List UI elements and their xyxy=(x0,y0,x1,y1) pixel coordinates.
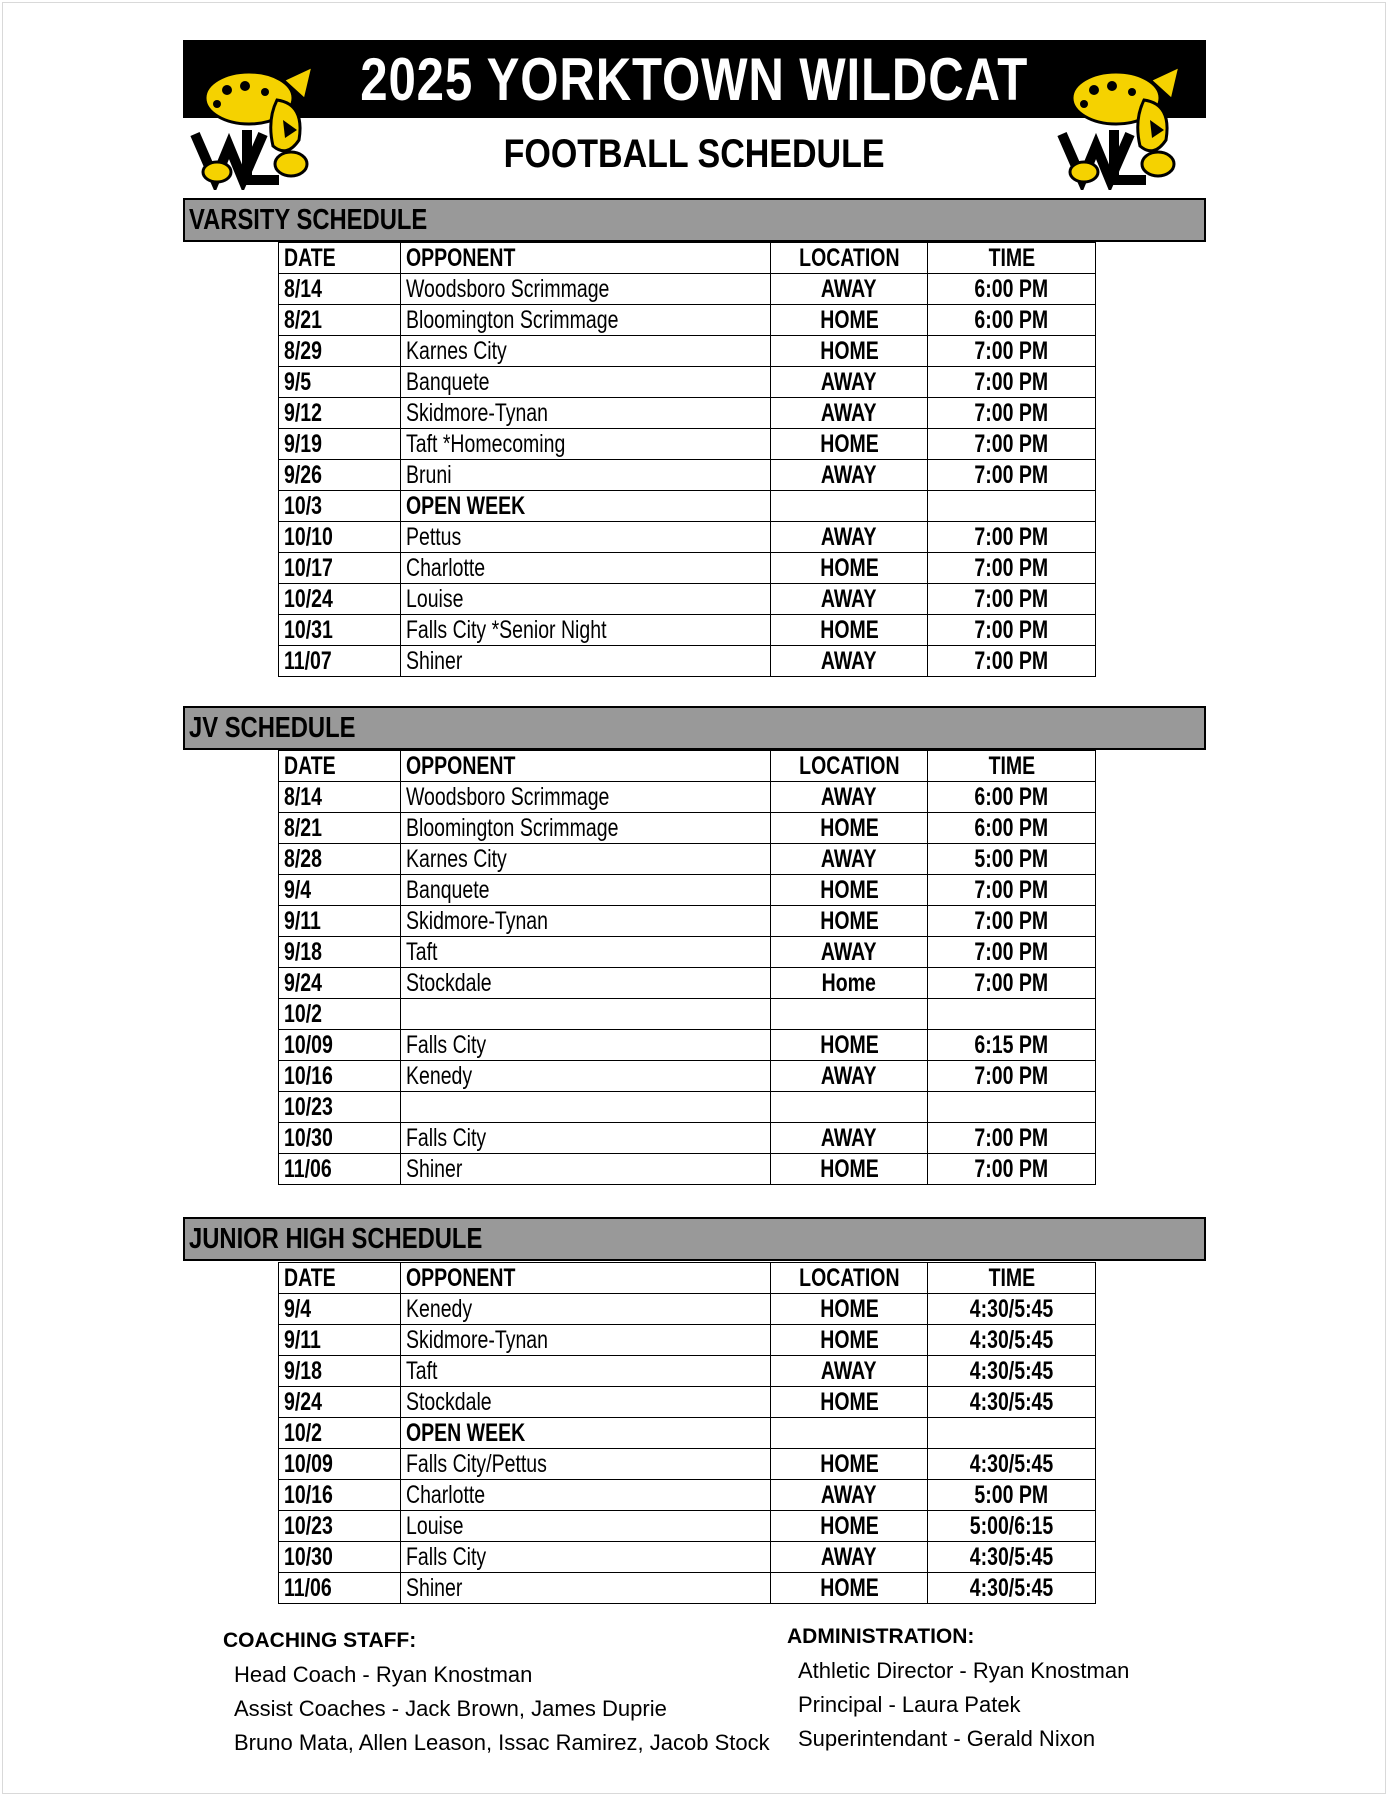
game-location: HOME xyxy=(771,1573,928,1604)
game-date: 11/06 xyxy=(279,1573,401,1604)
game-date: 9/4 xyxy=(279,1294,401,1325)
game-time xyxy=(928,491,1096,522)
table-row xyxy=(279,1325,1096,1356)
table-row xyxy=(279,937,1096,968)
table-row xyxy=(279,274,1096,305)
column-header-time: TIME xyxy=(928,1263,1096,1294)
game-opponent: Taft xyxy=(401,1356,771,1387)
table-row xyxy=(279,584,1096,615)
game-opponent xyxy=(401,999,771,1030)
game-time: 5:00 PM xyxy=(928,844,1096,875)
table-row xyxy=(279,1511,1096,1542)
column-header-time: TIME xyxy=(928,243,1096,274)
game-date: 8/21 xyxy=(279,305,401,336)
game-date: 11/07 xyxy=(279,646,401,677)
table-row xyxy=(279,305,1096,336)
jv-schedule-table xyxy=(278,750,1096,1185)
table-row xyxy=(279,367,1096,398)
game-opponent: Skidmore-Tynan xyxy=(401,398,771,429)
table-row xyxy=(279,460,1096,491)
table-row xyxy=(279,1294,1096,1325)
game-location: AWAY xyxy=(771,937,928,968)
game-time xyxy=(928,1418,1096,1449)
game-date: 9/18 xyxy=(279,937,401,968)
game-opponent: Louise xyxy=(401,1511,771,1542)
table-row xyxy=(279,844,1096,875)
column-header-date: DATE xyxy=(279,1263,401,1294)
game-date: 10/09 xyxy=(279,1030,401,1061)
game-time: 7:00 PM xyxy=(928,1061,1096,1092)
game-time: 7:00 PM xyxy=(928,522,1096,553)
game-location: HOME xyxy=(771,906,928,937)
game-location: HOME xyxy=(771,336,928,367)
column-header-time: TIME xyxy=(928,751,1096,782)
game-time: 7:00 PM xyxy=(928,615,1096,646)
game-location: AWAY xyxy=(771,274,928,305)
game-date: 9/11 xyxy=(279,1325,401,1356)
game-date: 8/14 xyxy=(279,782,401,813)
game-date: 10/2 xyxy=(279,999,401,1030)
game-opponent: Woodsboro Scrimmage xyxy=(401,782,771,813)
game-date: 9/24 xyxy=(279,968,401,999)
coaching-heading: COACHING STAFF: xyxy=(223,1629,417,1652)
game-location: AWAY xyxy=(771,1542,928,1573)
game-opponent: Shiner xyxy=(401,646,771,677)
table-row xyxy=(279,398,1096,429)
game-time: 7:00 PM xyxy=(928,460,1096,491)
game-time: 7:00 PM xyxy=(928,367,1096,398)
game-location: AWAY xyxy=(771,1123,928,1154)
game-opponent: Pettus xyxy=(401,522,771,553)
game-date: 9/19 xyxy=(279,429,401,460)
game-date: 8/29 xyxy=(279,336,401,367)
table-row xyxy=(279,491,1096,522)
game-location: AWAY xyxy=(771,782,928,813)
table-row xyxy=(279,875,1096,906)
coaching-line: Head Coach - Ryan Knostman xyxy=(234,1662,533,1687)
table-row xyxy=(279,906,1096,937)
game-opponent: Kenedy xyxy=(401,1294,771,1325)
game-location: HOME xyxy=(771,1294,928,1325)
game-location: HOME xyxy=(771,429,928,460)
game-location: HOME xyxy=(771,1511,928,1542)
page-subtitle: FOOTBALL SCHEDULE xyxy=(504,131,885,176)
game-time: 7:00 PM xyxy=(928,968,1096,999)
game-opponent: Bloomington Scrimmage xyxy=(401,813,771,844)
game-opponent: Taft xyxy=(401,937,771,968)
game-date: 10/3 xyxy=(279,491,401,522)
game-location: AWAY xyxy=(771,1480,928,1511)
game-time: 4:30/5:45 xyxy=(928,1542,1096,1573)
game-location: HOME xyxy=(771,305,928,336)
administration-line: Principal - Laura Patek xyxy=(798,1692,1021,1717)
title-bar xyxy=(183,40,1206,118)
game-opponent: Falls City xyxy=(401,1030,771,1061)
table-row xyxy=(279,1418,1096,1449)
game-opponent: Falls City/Pettus xyxy=(401,1449,771,1480)
administration-heading: ADMINISTRATION: xyxy=(787,1625,975,1648)
game-time xyxy=(928,1092,1096,1123)
game-location: AWAY xyxy=(771,584,928,615)
game-location: HOME xyxy=(771,1387,928,1418)
game-date: 10/30 xyxy=(279,1542,401,1573)
column-header-date: DATE xyxy=(279,243,401,274)
coaching-line: Assist Coaches - Jack Brown, James Duprie xyxy=(234,1696,667,1721)
game-date: 9/12 xyxy=(279,398,401,429)
game-opponent: Taft *Homecoming xyxy=(401,429,771,460)
table-row xyxy=(279,336,1096,367)
game-time: 4:30/5:45 xyxy=(928,1573,1096,1604)
game-opponent: Shiner xyxy=(401,1573,771,1604)
game-location: AWAY xyxy=(771,460,928,491)
game-opponent: Falls City xyxy=(401,1542,771,1573)
table-header-row xyxy=(279,243,1096,274)
game-date: 9/26 xyxy=(279,460,401,491)
game-time: 4:30/5:45 xyxy=(928,1449,1096,1480)
table-header-row xyxy=(279,751,1096,782)
game-time: 7:00 PM xyxy=(928,937,1096,968)
game-location: HOME xyxy=(771,553,928,584)
game-time: 7:00 PM xyxy=(928,1154,1096,1185)
game-location: AWAY xyxy=(771,844,928,875)
game-date: 8/28 xyxy=(279,844,401,875)
coaching-line: Bruno Mata, Allen Leason, Issac Ramirez, Jacob Stock xyxy=(234,1730,770,1755)
table-row xyxy=(279,999,1096,1030)
game-location xyxy=(771,1418,928,1449)
game-opponent: Kenedy xyxy=(401,1061,771,1092)
game-location xyxy=(771,1092,928,1123)
game-opponent: Shiner xyxy=(401,1154,771,1185)
game-time: 7:00 PM xyxy=(928,336,1096,367)
game-time: 7:00 PM xyxy=(928,1123,1096,1154)
column-header-location: LOCATION xyxy=(771,1263,928,1294)
game-location xyxy=(771,491,928,522)
game-opponent: OPEN WEEK xyxy=(401,491,771,522)
administration-line: Athletic Director - Ryan Knostman xyxy=(798,1658,1130,1683)
game-time: 6:00 PM xyxy=(928,305,1096,336)
game-location: AWAY xyxy=(771,367,928,398)
column-header-date: DATE xyxy=(279,751,401,782)
game-opponent: Falls City xyxy=(401,1123,771,1154)
game-time: 7:00 PM xyxy=(928,429,1096,460)
page-title: 2025 YORKTOWN WILDCAT xyxy=(360,45,1029,113)
table-row xyxy=(279,1030,1096,1061)
game-time: 7:00 PM xyxy=(928,875,1096,906)
game-date: 9/11 xyxy=(279,906,401,937)
game-date: 10/23 xyxy=(279,1511,401,1542)
coaching-staff xyxy=(223,1624,770,1760)
wildcat-logo-icon xyxy=(187,60,322,190)
game-opponent: Bloomington Scrimmage xyxy=(401,305,771,336)
header xyxy=(183,40,1206,190)
game-location: HOME xyxy=(771,813,928,844)
table-row xyxy=(279,429,1096,460)
game-time: 5:00 PM xyxy=(928,1480,1096,1511)
game-opponent xyxy=(401,1092,771,1123)
administration xyxy=(787,1620,1129,1756)
wildcat-logo-icon xyxy=(1054,60,1189,190)
game-opponent: Skidmore-Tynan xyxy=(401,1325,771,1356)
game-location: AWAY xyxy=(771,1061,928,1092)
game-date: 8/14 xyxy=(279,274,401,305)
table-row xyxy=(279,1449,1096,1480)
table-row xyxy=(279,1123,1096,1154)
game-date: 9/18 xyxy=(279,1356,401,1387)
game-time: 7:00 PM xyxy=(928,553,1096,584)
game-time: 6:15 PM xyxy=(928,1030,1096,1061)
column-header-opponent: OPPONENT xyxy=(401,751,771,782)
game-opponent: Charlotte xyxy=(401,1480,771,1511)
game-time xyxy=(928,999,1096,1030)
table-row xyxy=(279,1573,1096,1604)
game-location xyxy=(771,999,928,1030)
table-row xyxy=(279,522,1096,553)
administration-line: Superintendant - Gerald Nixon xyxy=(798,1726,1096,1751)
table-row xyxy=(279,646,1096,677)
column-header-location: LOCATION xyxy=(771,751,928,782)
game-date: 10/2 xyxy=(279,1418,401,1449)
junior-high-section-title: JUNIOR HIGH SCHEDULE xyxy=(183,1217,1206,1261)
game-date: 9/5 xyxy=(279,367,401,398)
game-location: AWAY xyxy=(771,398,928,429)
game-time: 4:30/5:45 xyxy=(928,1294,1096,1325)
game-date: 9/4 xyxy=(279,875,401,906)
game-location: HOME xyxy=(771,1030,928,1061)
table-row xyxy=(279,1092,1096,1123)
game-opponent: Banquete xyxy=(401,875,771,906)
game-date: 9/24 xyxy=(279,1387,401,1418)
table-row xyxy=(279,1387,1096,1418)
game-date: 10/10 xyxy=(279,522,401,553)
table-row xyxy=(279,1480,1096,1511)
game-date: 10/24 xyxy=(279,584,401,615)
game-time: 6:00 PM xyxy=(928,813,1096,844)
game-opponent: Stockdale xyxy=(401,1387,771,1418)
table-row xyxy=(279,1154,1096,1185)
game-location: HOME xyxy=(771,1325,928,1356)
game-opponent: Bruni xyxy=(401,460,771,491)
table-row xyxy=(279,813,1096,844)
column-header-opponent: OPPONENT xyxy=(401,1263,771,1294)
game-date: 10/30 xyxy=(279,1123,401,1154)
game-time: 7:00 PM xyxy=(928,646,1096,677)
game-opponent: Skidmore-Tynan xyxy=(401,906,771,937)
game-location: HOME xyxy=(771,875,928,906)
table-header-row xyxy=(279,1263,1096,1294)
table-row xyxy=(279,1356,1096,1387)
game-time: 4:30/5:45 xyxy=(928,1325,1096,1356)
jv-section-title: JV SCHEDULE xyxy=(183,706,1206,750)
game-location: HOME xyxy=(771,1449,928,1480)
game-opponent: Stockdale xyxy=(401,968,771,999)
game-opponent: Woodsboro Scrimmage xyxy=(401,274,771,305)
game-time: 4:30/5:45 xyxy=(928,1387,1096,1418)
game-location: HOME xyxy=(771,1154,928,1185)
game-date: 10/17 xyxy=(279,553,401,584)
game-time: 6:00 PM xyxy=(928,782,1096,813)
game-opponent: Banquete xyxy=(401,367,771,398)
game-location: Home xyxy=(771,968,928,999)
game-opponent: Karnes City xyxy=(401,844,771,875)
table-row xyxy=(279,1061,1096,1092)
game-date: 11/06 xyxy=(279,1154,401,1185)
column-header-opponent: OPPONENT xyxy=(401,243,771,274)
game-location: AWAY xyxy=(771,1356,928,1387)
game-time: 6:00 PM xyxy=(928,274,1096,305)
game-location: AWAY xyxy=(771,522,928,553)
game-date: 10/31 xyxy=(279,615,401,646)
game-date: 10/16 xyxy=(279,1480,401,1511)
game-opponent: Falls City *Senior Night xyxy=(401,615,771,646)
game-time: 4:30/5:45 xyxy=(928,1356,1096,1387)
varsity-section-title: VARSITY SCHEDULE xyxy=(183,198,1206,242)
game-date: 8/21 xyxy=(279,813,401,844)
table-row xyxy=(279,782,1096,813)
game-date: 10/09 xyxy=(279,1449,401,1480)
varsity-schedule-table xyxy=(278,242,1096,677)
table-row xyxy=(279,553,1096,584)
game-time: 7:00 PM xyxy=(928,398,1096,429)
game-time: 7:00 PM xyxy=(928,906,1096,937)
game-opponent: Louise xyxy=(401,584,771,615)
game-date: 10/23 xyxy=(279,1092,401,1123)
game-time: 5:00/6:15 xyxy=(928,1511,1096,1542)
table-row xyxy=(279,1542,1096,1573)
game-location: HOME xyxy=(771,615,928,646)
table-row xyxy=(279,615,1096,646)
game-opponent: Charlotte xyxy=(401,553,771,584)
table-row xyxy=(279,968,1096,999)
game-opponent: Karnes City xyxy=(401,336,771,367)
game-date: 10/16 xyxy=(279,1061,401,1092)
column-header-location: LOCATION xyxy=(771,243,928,274)
game-opponent: OPEN WEEK xyxy=(401,1418,771,1449)
junior-high-schedule-table xyxy=(278,1262,1096,1604)
game-location: AWAY xyxy=(771,646,928,677)
game-time: 7:00 PM xyxy=(928,584,1096,615)
